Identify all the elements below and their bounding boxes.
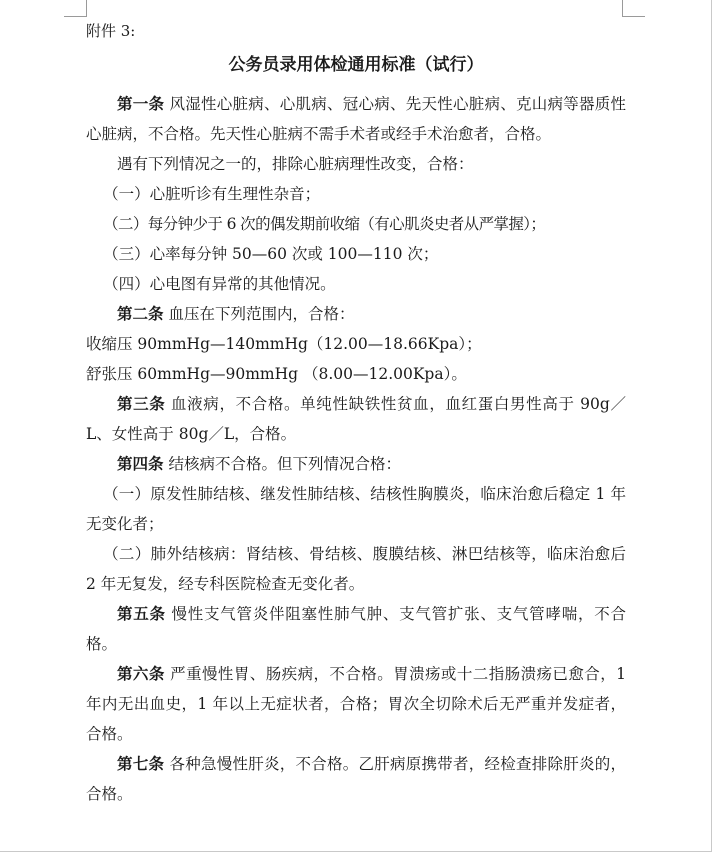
paragraph-text: 收缩压 90mmHg—140mmHg（12.00—18.66Kpa）； bbox=[86, 335, 482, 353]
paragraph-text: （三）心率每分钟 50—60 次或 100—110 次； bbox=[103, 245, 439, 263]
paragraph-article-6 bbox=[86, 659, 626, 749]
paragraph bbox=[86, 329, 626, 359]
list-item bbox=[86, 209, 626, 239]
list-item bbox=[86, 539, 626, 599]
list-item bbox=[86, 179, 626, 209]
list-item bbox=[86, 239, 626, 269]
article-label: 第四条 bbox=[117, 455, 164, 473]
paragraph-article-3 bbox=[86, 389, 626, 449]
crop-mark-top-left bbox=[64, 0, 87, 17]
paragraph-text: （一）心脏听诊有生理性杂音； bbox=[103, 185, 321, 203]
paragraph-article-2 bbox=[86, 299, 626, 329]
article-label: 第三条 bbox=[117, 395, 166, 413]
paragraph-text: （二）肺外结核病：肾结核、骨结核、腹膜结核、淋巴结核等，临床治愈后 2 年无复发，经专科医院检查无变化者。 bbox=[86, 545, 626, 593]
attachment-label: 附件 3: bbox=[86, 22, 136, 40]
article-label: 第六条 bbox=[117, 665, 165, 683]
document-body[interactable] bbox=[86, 89, 626, 809]
paragraph-text: 结核病不合格。但下列情况合格： bbox=[163, 455, 401, 473]
paragraph-text: 慢性支气管炎伴阻塞性肺气肿、支气管扩张、支气管哮喘，不合格。 bbox=[86, 605, 626, 653]
paragraph bbox=[86, 359, 626, 389]
paragraph-article-7 bbox=[86, 749, 626, 809]
paragraph-text: （四）心电图有异常的其他情况。 bbox=[103, 275, 336, 293]
paragraph-article-1 bbox=[86, 89, 626, 149]
paragraph-text: 遇有下列情况之一的，排除心脏病理性改变，合格： bbox=[117, 155, 474, 173]
paragraph bbox=[86, 149, 626, 179]
paragraph-text: （一）原发性肺结核、继发性肺结核、结核性胸膜炎，临床治愈后稳定 1 年无变化者； bbox=[86, 485, 626, 533]
article-label: 第二条 bbox=[117, 305, 164, 323]
paragraph-article-5 bbox=[86, 599, 626, 659]
paragraph-text: 严重慢性胃、肠疾病，不合格。胃溃疡或十二指肠溃疡已愈合，1 年内无出血史，1 年以上无症状者，合格；胃次全切除术后无严重并发症者，合格。 bbox=[86, 665, 626, 743]
paragraph-text: 风湿性心脏病、心肌病、冠心病、先天性心脏病、克山病等器质性心脏病，不合格。先天性心脏病不需手术者或经手术治愈者，合格。 bbox=[86, 95, 626, 143]
paragraph-text: 血压在下列范围内，合格： bbox=[163, 305, 355, 323]
paragraph-text: 血液病，不合格。单纯性缺铁性贫血，血红蛋白男性高于 90g／L、女性高于 80g／L，合格。 bbox=[86, 395, 626, 443]
paragraph-text: 舒张压 60mmHg—90mmHg （8.00—12.00Kpa）。 bbox=[86, 365, 467, 383]
paragraph-text: （二）每分钟少于 6 次的偶发期前收缩（有心肌炎史者从严掌握）； bbox=[103, 215, 546, 233]
article-label: 第五条 bbox=[117, 605, 166, 623]
crop-mark-top-right bbox=[622, 0, 645, 17]
paragraph-text: 各种急慢性肝炎，不合格。乙肝病原携带者，经检查排除肝炎的，合格。 bbox=[86, 755, 626, 803]
list-item bbox=[86, 479, 626, 539]
list-item bbox=[86, 269, 626, 299]
document-title: 公务员录用体检通用标准（试行） bbox=[228, 55, 484, 75]
paragraph-article-4 bbox=[86, 449, 626, 479]
article-label: 第七条 bbox=[117, 755, 165, 773]
article-label: 第一条 bbox=[117, 95, 165, 113]
